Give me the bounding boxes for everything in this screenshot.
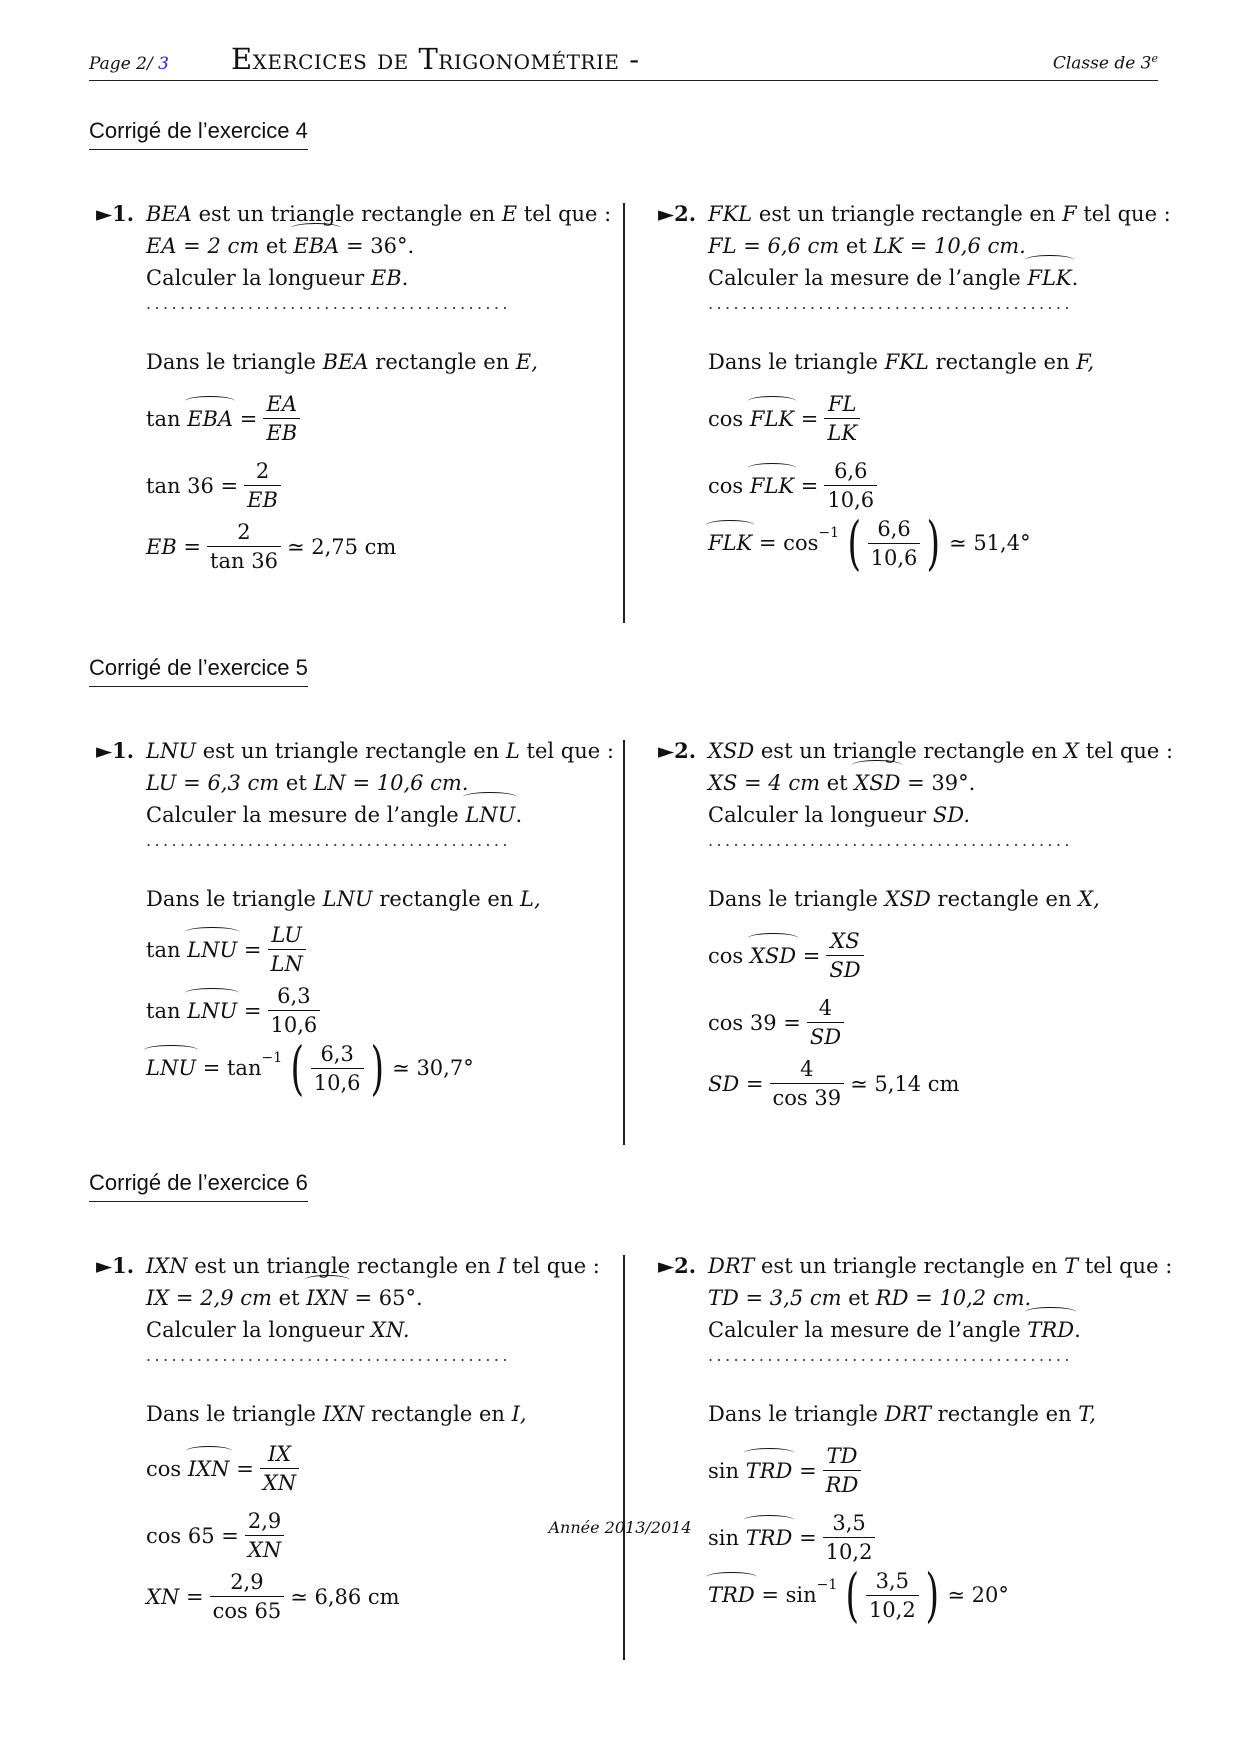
answer-dots: ........................................... [146, 1346, 511, 1365]
formula: sin TRD = $\frac{3,5}{10,2}$ [708, 1509, 1178, 1566]
formula: cos XSD = $\frac{XS}{SD}$ [708, 927, 1178, 984]
exercise-5-2: ►2. XSD est un triangle rectangle en X tel que : XS = 4 cm et XSD = 39°. Calculer la longueur SD. ........................................... Dans le triangle XSD rectangle en X, cos XSD = $\frac{XS}{SD}$ cos 39 = $\frac{4}{SD}$ SD = $\frac{4}{\cos 39}$ ≃ 5,14 cm [708, 735, 1178, 1112]
column-separator [623, 1255, 625, 1660]
formula: tan LNU = $\frac{LU}{LN}$ [146, 921, 616, 978]
formula: EB = $\frac{2}{\tan 36}$ ≃ 2,75 cm [146, 520, 397, 573]
section-title-5: Corrigé de l’exercice 5 [89, 655, 308, 687]
answer-dots: ........................................... [146, 831, 511, 850]
formula: XN = $\frac{2,9}{\cos 65}$ ≃ 6,86 cm [146, 1570, 400, 1623]
page-number: Page 2/ 3 [89, 54, 169, 74]
class-label: Classe de 3e [1052, 52, 1158, 74]
formula: sin TRD = $\frac{TD}{RD}$ [708, 1442, 1178, 1499]
formula: cos FLK = $\frac{6,6}{10,6}$ [708, 457, 1178, 514]
formula: cos FLK = $\frac{FL}{LK}$ [708, 390, 1178, 447]
section-title-4: Corrigé de l’exercice 4 [89, 118, 308, 150]
formula: LNU = tan −1 ( $\frac{6,3}{10,6}$ ) ≃ 30,7° [146, 1034, 474, 1102]
formula: tan 36 = $\frac{2}{EB}$ [146, 457, 616, 514]
exercise-6-1: ►1. IXN est un triangle rectangle en I tel que : IX = 2,9 cm et IXN = 65°. Calculer la longueur XN. ........................................... Dans le triangle IXN rectangle en I, cos IXN = $\frac{IX}{XN}$ cos 65 = $\frac{2,9}{XN}$ XN = $\frac{2,9}{\cos 65}$ ≃ 6,86 cm [146, 1250, 616, 1625]
formula: cos 39 = $\frac{4}{SD}$ [708, 994, 1178, 1051]
document-title: Exercices de Trigonométrie - [231, 42, 640, 76]
answer-dots: ........................................... [708, 831, 1073, 850]
formula: tan EBA = $\frac{EA}{EB}$ [146, 390, 616, 447]
column-separator [623, 740, 625, 1145]
answer-dots: ........................................... [708, 294, 1073, 313]
exercise-5-1: ►1. LNU est un triangle rectangle en L tel que : LU = 6,3 cm et LN = 10,6 cm. Calculer la mesure de l’angle LNU. ........................................... Dans le triangle LNU rectangle en L, tan LNU = $\frac{LU}{LN}$ tan LNU = $\frac{6,3}{10,6}$ LNU = tan −1 ( $\frac{6,3}{10,6}$ ) ≃ 30,7° [146, 735, 616, 1097]
column-separator [623, 203, 625, 623]
formula: SD = $\frac{4}{\cos 39}$ ≃ 5,14 cm [708, 1057, 960, 1110]
exercise-6-2: ►2. DRT est un triangle rectangle en T tel que : TD = 3,5 cm et RD = 10,2 cm. Calculer la mesure de l’angle TRD. ........................................... Dans le triangle DRT rectangle en T, sin TRD = $\frac{TD}{RD}$ sin TRD = $\frac{3,5}{10,2}$ TRD = sin −1 ( $\frac{3,5}{10,2}$ ) ≃ 20° [708, 1250, 1178, 1624]
exercise-4-1: ►1. BEA est un triangle rectangle en E tel que : EA = 2 cm et EBA = 36°. Calculer la longueur EB. ........................................... Dans le triangle BEA rectangle en E, tan EBA = $\frac{EA}{EB}$ tan 36 = $\frac{2}{EB}$ EB = $\frac{2}{\tan 36}$ ≃ 2,75 cm [146, 198, 616, 575]
section-title-6: Corrigé de l’exercice 6 [89, 1170, 308, 1202]
exercise-4-2: ►2. FKL est un triangle rectangle en F tel que : FL = 6,6 cm et LK = 10,6 cm. Calculer la mesure de l’angle FLK. ........................................... Dans le triangle FKL rectangle en F, cos FLK = $\frac{FL}{LK}$ cos FLK = $\frac{6,6}{10,6}$ FLK = cos −1 ( $\frac{6,6}{10,6}$ ) ≃ 51,4° [708, 198, 1178, 572]
formula: cos 65 = $\frac{2,9}{XN}$ [146, 1507, 616, 1564]
formula: FLK = cos −1 ( $\frac{6,6}{10,6}$ ) ≃ 51,4° [708, 509, 1031, 577]
answer-dots: ........................................... [708, 1346, 1073, 1365]
formula: tan LNU = $\frac{6,3}{10,6}$ [146, 982, 616, 1039]
formula: cos IXN = $\frac{IX}{XN}$ [146, 1440, 616, 1497]
answer-dots: ........................................... [146, 294, 511, 313]
page-footer: Année 2013/2014 [548, 1518, 692, 1537]
page-header [89, 38, 1158, 81]
page-total-link[interactable]: 3 [158, 54, 169, 74]
formula: TRD = sin −1 ( $\frac{3,5}{10,2}$ ) ≃ 20° [708, 1561, 1009, 1629]
